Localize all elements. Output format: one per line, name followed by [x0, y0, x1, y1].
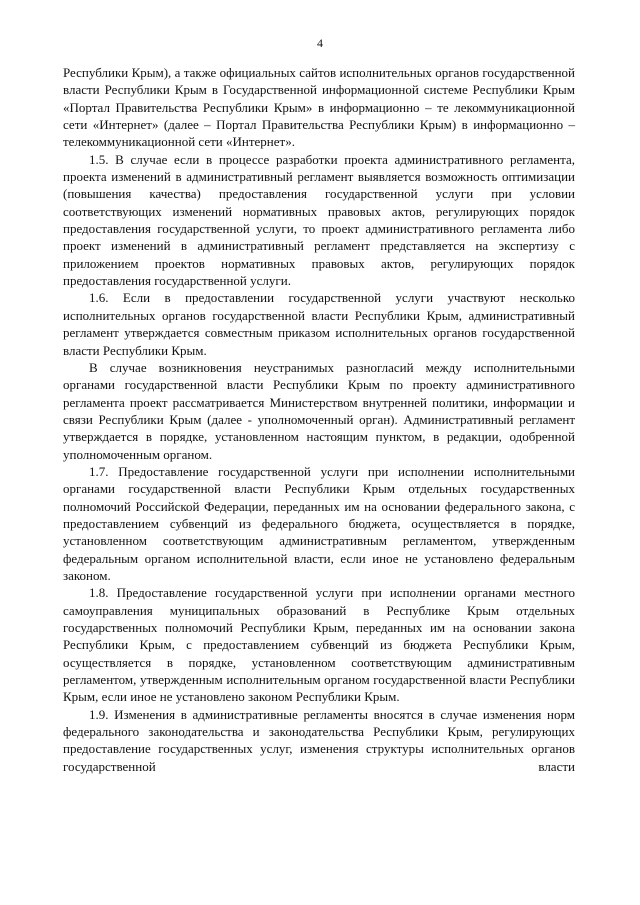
document-body [63, 64, 575, 775]
paragraph-1-9: 1.9. Изменения в административные регламенты вносятся в случае изменения норм федерального законодательства и законодательства Республики Крым, регулирующих предоставление государственных услуг, изменения структуры исполнительных органов государственной власти [63, 706, 575, 774]
paragraph-1-6-disagreements: В случае возникновения неустранимых разногласий между исполнительными органами государственной власти Республики Крым по проекту административного регламента проект рассматривается Министерством внутренней политики, информации и связи Республики Крым (далее - уполномоченный орган). Административный регламент утверждается в порядке, установленном настоящим пунктом, в редакции, одобренной уполномоченным органом. [63, 359, 575, 462]
paragraph-1-5: 1.5. В случае если в процессе разработки проекта административного регламента, проекта изменений в административный регламент выявляется возможность оптимизации (повышения качества) предоставления государственной услуги при условии соответствующих изменений нормативных правовых актов, регулирующих порядок предоставления государственной услуги, то проект административного регламента либо проект изменений в административный регламент представляется на экспертизу с приложением проектов нормативных правовых актов, регулирующих порядок предоставления государственной услуги. [63, 151, 575, 289]
paragraph-1-6: 1.6. Если в предоставлении государственной услуги участвуют несколько исполнительных органов государственной власти Республики Крым, административный регламент утверждается совместным приказом исполнительных органов государственной власти Республики Крым. [63, 290, 575, 358]
paragraph-1-7: 1.7. Предоставление государственной услуги при исполнении исполнительными органами государственной власти Республики Крым отдельных государственных полномочий Российской Федерации, переданных им на основании федерального закона, с предоставлением субвенций из федерального бюджета, осуществляется в порядке, установленном соответствующим административным регламентом, утвержденным федеральным органом исполнительной власти, если иное не установлено федеральным законом. [63, 463, 575, 583]
page-number: 4 [317, 36, 323, 50]
paragraph-continuation: Республики Крым), а также официальных сайтов исполнительных органов государственной власти Республики Крым в Государственной информационной системе Республики Крым «Портал Правительства Республики Крым» в информационно – те лекоммуникационной сети «Интернет» (далее – Портал Правительства Республики Крым) в информационно – телекоммуникационной сети «Интернет». [63, 65, 575, 150]
paragraph-1-8: 1.8. Предоставление государственной услуги при исполнении органами местного самоуправления муниципальных образований в Республике Крым отдельных государственных полномочий Республики Крым, переданных им на основании закона Республики Крым, с предоставлением субвенций из бюджета Республики Крым, осуществляется в порядке, установленном соответствующим административным регламентом, утвержденным исполнительным органом государственной власти Республики Крым, если иное не установлено законом Республики Крым. [63, 585, 575, 705]
